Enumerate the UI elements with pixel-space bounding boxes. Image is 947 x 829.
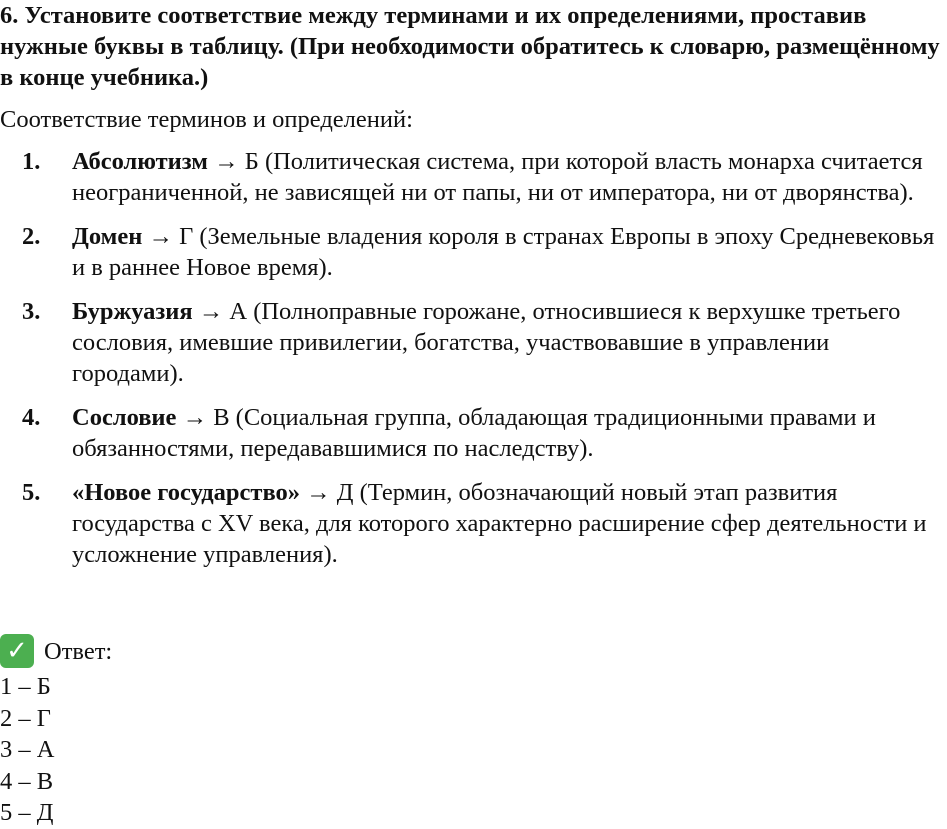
match-letter: → Д — [300, 479, 354, 506]
term: Домен — [72, 223, 143, 250]
answer-list — [0, 671, 54, 829]
answer-row: 3 – А — [0, 736, 55, 763]
item-number: 4. — [22, 404, 41, 431]
definition: (Социальная группа, обладающая традиционными правами и обязанностями, передававшимися по наследству). — [72, 404, 876, 462]
task-title: 6. Установите соответствие между терминами и их определениями, проставив нужные буквы в таблицу. (При необходимости обратитесь к словарю, размещённому в конце учебника.) — [0, 2, 940, 91]
answer-row: 4 – В — [0, 767, 54, 795]
intro-text: Соответствие терминов и определений: — [0, 106, 413, 133]
item-number: 3. — [22, 298, 41, 325]
term: Абсолютизм — [72, 148, 208, 175]
definition: (Полноправные горожане, относившиеся к верхушке третьего сословия, имевшие привилегии, богатства, участвовавшие в управлении городами). — [72, 298, 901, 387]
definition: (Термин, обозначающий новый этап развития государства с XV века, для которого характерно расширение сфер деятельности и усложнение управления). — [72, 479, 927, 568]
answer-heading — [0, 634, 112, 668]
definition-list — [0, 146, 947, 583]
definition: (Политическая система, при которой власть монарха считается неограниченной, не зависящей ни от папы, ни от императора, ни от дворянства). — [72, 148, 923, 206]
match-letter: → В — [176, 404, 230, 431]
check-mark-icon: ✓ — [0, 634, 34, 668]
list-item — [0, 402, 947, 464]
item-number: 2. — [22, 223, 41, 250]
list-item — [0, 221, 947, 283]
list-item — [0, 477, 947, 570]
answer-row: 1 – Б — [0, 673, 51, 700]
list-item — [0, 296, 947, 389]
term: Буржуазия — [72, 298, 193, 325]
answer-row: 2 – Г — [0, 704, 51, 732]
definition: (Земельные владения короля в странах Европы в эпоху Средневековья и в раннее Новое время). — [72, 223, 935, 281]
term: Сословие — [72, 404, 177, 431]
match-letter: → Г — [142, 223, 194, 250]
answer-row: 5 – Д — [0, 799, 54, 826]
list-item — [0, 146, 947, 208]
match-letter: → А — [192, 298, 248, 325]
item-number: 5. — [22, 479, 41, 506]
item-number: 1. — [22, 148, 41, 175]
term: «Новое государство» — [72, 479, 301, 506]
answer-label: Ответ: — [44, 637, 113, 665]
match-letter: → Б — [207, 148, 259, 175]
